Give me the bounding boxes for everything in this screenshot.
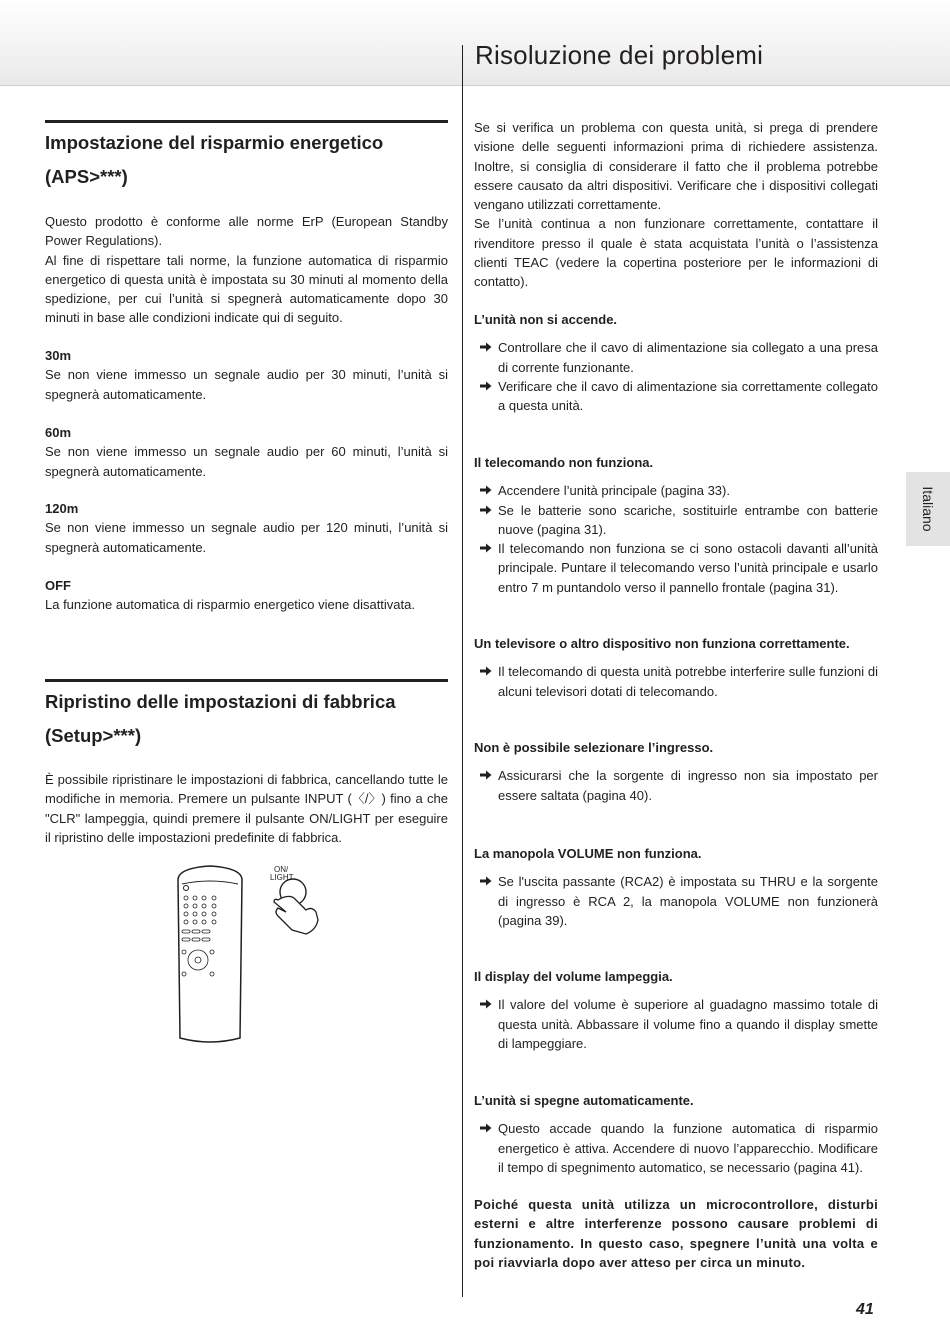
problem-remote: [474, 453, 878, 597]
option-text: La funzione automatica di risparmio energetico viene disattivata.: [45, 597, 415, 613]
arrow-icon: [480, 999, 492, 1009]
problem-title: Il display del volume lampeggia.: [474, 969, 673, 984]
arrow-icon: [480, 1123, 492, 1133]
problem-volume-display: [474, 967, 878, 1053]
solution-item: [474, 539, 878, 597]
solution-text: Il telecomando non funziona se ci sono ostacoli davanti all’unità principale. Puntare il telecomando verso l’unità principale e usarlo entro 7 m puntandolo verso il pannello frontale (pagina 31).: [498, 541, 878, 595]
svg-text:ON/: ON/: [274, 865, 289, 874]
solution-text: Accendere l’unità principale (pagina 33).: [498, 483, 730, 499]
problem-title: L’unità non si accende.: [474, 312, 618, 327]
option-label: OFF: [45, 578, 71, 593]
problem-title: Un televisore o altro dispositivo non funziona correttamente.: [474, 636, 850, 651]
problem-title: Non è possibile selezionare l’ingresso.: [474, 740, 714, 755]
arrow-icon: [480, 342, 492, 352]
aps-option-off: [45, 576, 448, 615]
option-label: 30m: [45, 348, 72, 363]
solution-text: Assicurarsi che la sorgente di ingresso non sia impostato per essere saltata (pagina 40).: [498, 768, 878, 803]
arrow-icon: [480, 485, 492, 495]
aps-option-60m: [45, 423, 448, 481]
language-tab: [906, 472, 950, 546]
solution-item: [474, 377, 878, 416]
column-divider: [462, 45, 463, 1297]
option-label: 120m: [45, 501, 79, 516]
section-rule: [45, 679, 448, 682]
problem-power: [474, 310, 878, 415]
solution-text: Se le batterie sono scariche, sostituirle entrambe con batterie nuove (pagina 31).: [498, 502, 878, 537]
reset-body: [45, 770, 448, 847]
aps-option-120m: [45, 499, 448, 557]
intro-paragraph-2: Se l’unità continua a non funzionare correttamente, contattare il rivenditore presso il quale è stata acquistata l’unità o l’assistenza clienti TEAC (vedere la copertina posteriore per le informazioni di contatto).: [474, 216, 878, 290]
option-text: Se non viene immesso un segnale audio per 30 minuti, l’unità si spegnerà automaticamente.: [45, 367, 448, 402]
solution-text: Se l'uscita passante (RCA2) è impostata su THRU e la sorgente di ingresso è RCA 2, la manopola VOLUME non funzionerà (pagina 39).: [498, 874, 878, 928]
solution-text: Il telecomando di questa unità potrebbe interferire sulle funzioni di alcuni televisori dotati di telecomando.: [498, 664, 878, 699]
solution-item: [474, 501, 878, 540]
aps-title-line2: (APS>***): [45, 166, 128, 187]
problem-auto-off: [474, 1091, 878, 1177]
problem-title: Il telecomando non funziona.: [474, 455, 654, 470]
reset-title-line1: Ripristino delle impostazioni di fabbrica: [45, 691, 396, 712]
problem-volume-knob: [474, 844, 878, 930]
page-number: 41: [856, 1301, 874, 1318]
aps-intro-1: Questo prodotto è conforme alle norme ErP (European Standby Power Regulations).: [45, 214, 448, 249]
aps-title-line1: Impostazione del risparmio energetico: [45, 132, 384, 153]
option-text: Se non viene immesso un segnale audio per 120 minuti, l’unità si spegnerà automaticamente.: [45, 520, 448, 555]
reset-title-line2: (Setup>***): [45, 725, 142, 746]
option-label: 60m: [45, 425, 72, 440]
arrow-icon: [480, 876, 492, 886]
intro-paragraph-1: Se si verifica un problema con questa unità, si prega di prendere visione delle seguenti informazioni prima di richiedere assistenza. Inoltre, si consiglia di considerare il fatto che il problema potrebbe essere causato da altri dispositivi. Verificare che i dispositivi collegati vengano utilizzati correttamente.: [474, 120, 878, 213]
closing-note: [474, 1195, 878, 1272]
aps-option-30m: [45, 346, 448, 404]
aps-body: [45, 212, 448, 328]
troubleshooting-intro: [474, 118, 878, 292]
page-title: Risoluzione dei problemi: [475, 40, 764, 70]
reset-section: [45, 679, 448, 753]
reset-text: È possibile ripristinare le impostazioni di fabbrica, cancellando tutte le modifiche in memoria. Premere un pulsante INPUT (〈/〉) fino a che "CLR" lampeggia, quindi premere il pulsante ON/LIGHT per eseguire il ripristino delle impostazioni predefinite di fabbrica.: [45, 772, 448, 845]
aps-intro-2: Al fine di rispettare tali norme, la funzione automatica di risparmio energetico di questa unità è impostata su 30 minuti al momento della spedizione, per cui l’unità si spegnerà automaticamente dopo 30 minuti in base alle condizioni indicate qui di seguito.: [45, 252, 448, 326]
solution-item: [474, 1119, 878, 1177]
arrow-icon: [480, 543, 492, 553]
solution-text: Il valore del volume è superiore al guadagno massimo totale di questa unità. Abbassare il volume fino a quando il display smette di lampeggiare.: [498, 997, 878, 1051]
aps-section: [45, 120, 448, 194]
remote-illustration: [170, 860, 330, 1055]
problem-title: L’unità si spegne automaticamente.: [474, 1093, 694, 1108]
solution-item: [474, 338, 878, 377]
solution-item: [474, 872, 878, 930]
solution-item: [474, 766, 878, 805]
header-divider: [0, 85, 950, 86]
problem-title: La manopola VOLUME non funziona.: [474, 846, 702, 861]
arrow-icon: [480, 666, 492, 676]
solution-item: [474, 995, 878, 1053]
solution-item: [474, 481, 878, 500]
problem-input: [474, 738, 878, 805]
solution-text: Verificare che il cavo di alimentazione sia correttamente collegato a questa unità.: [498, 378, 878, 414]
option-text: Se non viene immesso un segnale audio per 60 minuti, l’unità si spegnerà automaticamente.: [45, 444, 448, 479]
svg-text:LIGHT: LIGHT: [270, 873, 294, 882]
arrow-icon: [480, 505, 492, 515]
arrow-icon: [480, 381, 492, 391]
solution-text: Controllare che il cavo di alimentazione sia collegato a una presa di corrente funzionante.: [498, 340, 878, 375]
language-tab-label: Italiano: [920, 486, 936, 532]
problem-tv: [474, 634, 878, 701]
solution-item: [474, 662, 878, 701]
closing-text: Poiché questa unità utilizza un microcontrollore, disturbi esterni e altre interferenze possono causare problemi di funzionamento. In questo caso, spegnere l’unità una volta e poi riavviarla dopo aver atteso per circa un minuto.: [474, 1197, 878, 1270]
section-rule: [45, 120, 448, 123]
solution-text: Questo accade quando la funzione automatica di risparmio energetico è attiva. Accendere di nuovo l’apparecchio. Modificare il tempo di spegnimento automatico, se necessario (pagina 41).: [498, 1121, 878, 1175]
arrow-icon: [480, 770, 492, 780]
